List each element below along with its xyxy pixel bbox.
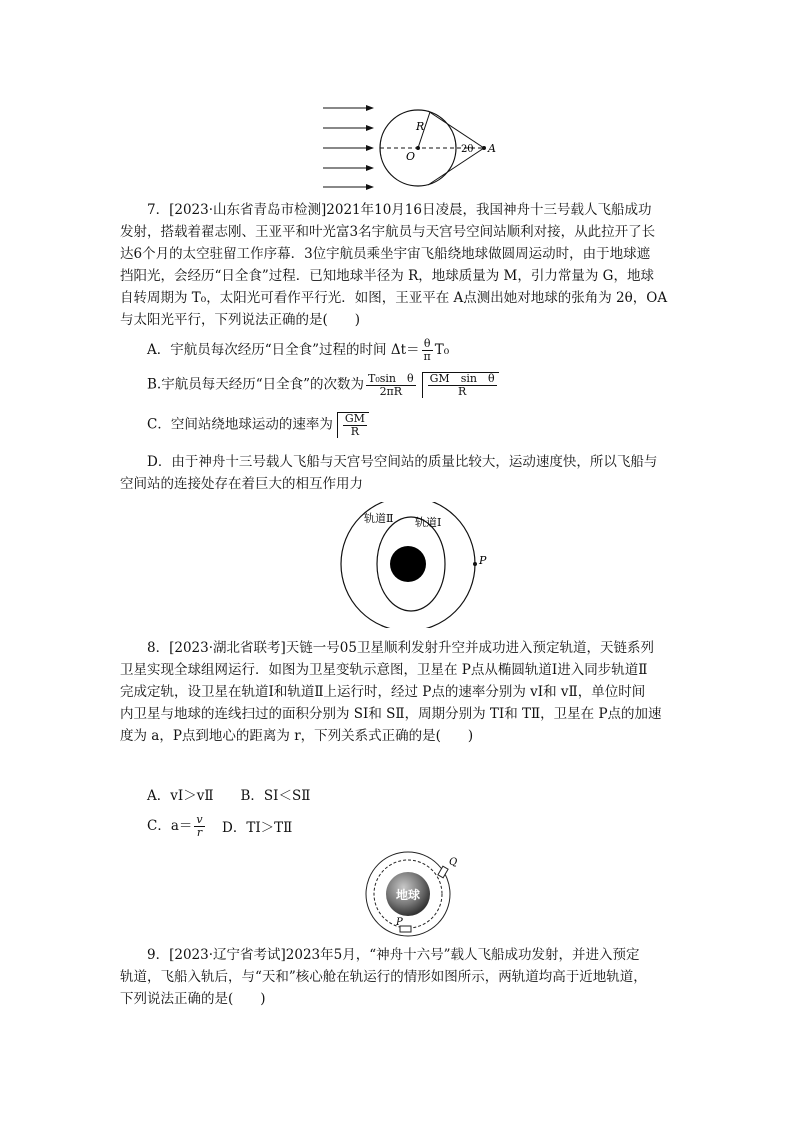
- label-q: Q: [449, 857, 458, 868]
- center-point: [416, 146, 420, 150]
- q7-line: 7．[2023·山东省青岛市检测]2021年10月16日凌晨，我国神舟十三号载人飞船成功: [147, 202, 652, 218]
- q7-line: 自转周期为 T₀，太阳光可看作平行光．如图，王亚平在 A点测出她对地球的张角为 2θ，OA: [120, 290, 668, 306]
- fraction: $\frac{\theta}{\pi}$: [423, 337, 431, 363]
- option-text: C．a＝: [147, 818, 193, 834]
- option-text: C．空间站绕地球运动的速率为: [147, 416, 333, 433]
- q7-option-d-line: 空间站的连接处存在着巨大的相互作用力: [120, 476, 363, 492]
- option-tail: T₀: [434, 342, 450, 358]
- label-orbit-2: 轨道Ⅱ: [364, 512, 394, 525]
- q8-line: 内卫星与地球的连线扫过的面积分别为 SⅠ和 SⅡ，周期分别为 TⅠ和 TⅡ，卫星在 P点的加速: [120, 706, 662, 722]
- q8-option-d: D．TⅠ＞TⅡ: [222, 820, 293, 836]
- label-angle: 2θ: [461, 144, 474, 155]
- point-p: [473, 562, 477, 566]
- q9-line: 下列说法正确的是( ): [120, 991, 266, 1007]
- label-o: O: [406, 150, 416, 163]
- sqrt: $\frac{GM}{R}$: [337, 412, 369, 438]
- q8-line: 8．[2023·湖北省联考]天链一号05卫星顺利发射升空并成功进入预定轨道，天链系列: [147, 640, 654, 656]
- label-p: P: [396, 917, 403, 928]
- q8-line: 卫星实现全球组网运行．如图为卫星变轨示意图，卫星在 P点从椭圆轨道Ⅰ进入同步轨道Ⅱ: [120, 662, 648, 678]
- q8-line: 完成定轨，设卫星在轨道Ⅰ和轨道Ⅱ上运行时，经过 P点的速率分别为 vⅠ和 vⅡ，单位时间: [120, 684, 646, 700]
- q8-line: 度为 a，P点到地心的距离为 r，下列关系式正确的是( ): [120, 728, 474, 744]
- figure-orbits: [338, 502, 494, 628]
- sqrt: $\frac{\text{GM sin θ}}{R}$: [422, 372, 499, 398]
- q8-options-ab: A．vⅠ＞vⅡ B．SⅠ＜SⅡ: [147, 788, 311, 804]
- fraction: $\frac{\text{T₀sin θ}}{2\pi R}$: [368, 371, 414, 398]
- figure-earth-shadow: [318, 100, 508, 195]
- label-r: R: [416, 120, 425, 133]
- q7-line: 发射，搭载着翟志刚、王亚平和叶光富3名宇航员与天宫号空间站顺利对接，从此拉开了长: [120, 224, 656, 240]
- option-text: B.宇航员每天经历“日全食”的次数为: [147, 376, 365, 393]
- point-a: [482, 146, 486, 150]
- label-a: A: [488, 142, 496, 155]
- label-earth: 地球: [396, 888, 421, 902]
- q9-line: 9．[2023·辽宁省考试]2023年5月，“神舟十六号”载人飞船成功发射，并进入预定: [147, 947, 640, 963]
- q7-option-b: [147, 372, 499, 398]
- label-p: P: [479, 554, 487, 567]
- label-orbit-1: 轨道Ⅰ: [415, 516, 442, 529]
- q7-option-c: [147, 412, 369, 438]
- q7-option-a: [147, 338, 449, 363]
- spacecraft-q: [438, 866, 448, 878]
- fraction: $\frac{v}{r}$: [196, 813, 203, 839]
- option-text: A．宇航员每次经历“日全食”过程的时间 Δt＝: [147, 342, 420, 358]
- q7-line: 挡阳光，会经历“日全食”过程．已知地球半径为 R，地球质量为 M，引力常量为 G，地球: [120, 268, 654, 284]
- earth-disc: [390, 546, 426, 582]
- q8-option-c: [147, 814, 207, 839]
- q7-line: 达6个月的太空驻留工作序幕．3位宇航员乘坐宇宙飞船绕地球做圆周运动时，由于地球遮: [120, 246, 651, 262]
- sunlight-arrows: [323, 108, 373, 187]
- q7-line: 与太阳光平行，下列说法正确的是( ): [120, 312, 361, 328]
- q7-option-d-line: D．由于神舟十三号载人飞船与天宫号空间站的质量比较大，运动速度快，所以飞船与: [147, 454, 658, 470]
- q9-line: 轨道，飞船入轨后，与“天和”核心舱在轨运行的情形如图所示，两轨道均高于近地轨道，: [120, 969, 647, 985]
- figure-earth-orbits: [360, 850, 465, 940]
